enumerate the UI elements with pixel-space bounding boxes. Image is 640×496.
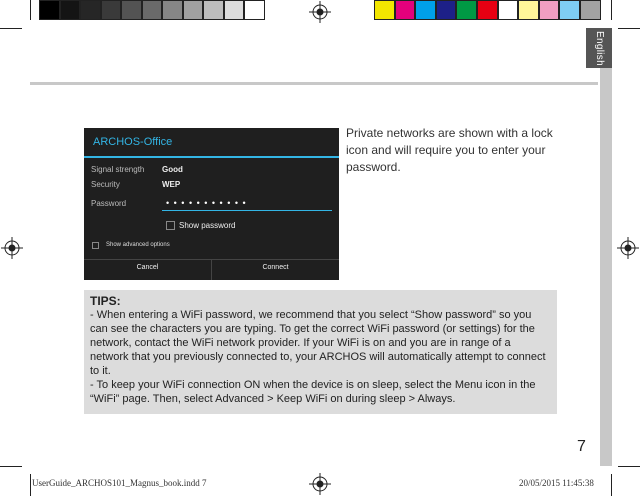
crop-mark	[618, 466, 640, 467]
calibration-swatch	[539, 0, 560, 20]
dialog-title-divider	[84, 156, 339, 158]
calibration-swatch	[395, 0, 416, 20]
language-tab	[586, 28, 612, 68]
show-advanced-checkbox[interactable]	[92, 242, 99, 249]
password-field-underline	[162, 210, 332, 211]
calibration-swatch	[39, 0, 60, 20]
crop-mark	[611, 0, 612, 20]
footer-file-name: UserGuide_ARCHOS101_Magnus_book.indd 7	[32, 478, 207, 488]
calibration-swatch	[436, 0, 457, 20]
calibration-swatch	[415, 0, 436, 20]
tip-item: - When entering a WiFi password, we recommend that you select “Show password” so you can see the characters you are typing. To get the correct WiFi password (or settings) for the network, contact the WiFi network provider. If your WiFi is on and you are in range of a network that you previously connected to, your ARCHOS will automatically attempt to connect to it.	[90, 309, 546, 377]
crop-mark	[611, 474, 612, 496]
registration-mark-icon	[309, 473, 331, 495]
calibration-swatch	[162, 0, 183, 20]
calibration-swatch	[183, 0, 204, 20]
password-field[interactable]: • • • • • • • • • • •	[166, 198, 247, 208]
crop-mark	[30, 0, 31, 20]
language-tab-label: English	[593, 30, 605, 66]
security-label: Security	[91, 180, 120, 189]
calibration-swatch	[456, 0, 477, 20]
show-advanced-label: Show advanced options	[106, 242, 170, 248]
calibration-swatch	[142, 0, 163, 20]
calibration-swatch	[203, 0, 224, 20]
wifi-password-dialog	[84, 128, 339, 280]
page-number: 7	[577, 438, 586, 455]
registration-mark-icon	[1, 237, 23, 259]
calibration-swatch	[121, 0, 142, 20]
signal-strength-value: Good	[162, 165, 183, 174]
calibration-swatch	[80, 0, 101, 20]
registration-mark-icon	[309, 1, 331, 23]
calibration-swatch	[374, 0, 395, 20]
description-text: Private networks are shown with a lock icon and will require you to enter your password.	[346, 126, 553, 174]
calibration-swatch	[559, 0, 580, 20]
connect-button[interactable]: Connect	[262, 264, 289, 271]
dialog-title: ARCHOS-Office	[93, 136, 173, 148]
crop-mark	[0, 466, 22, 467]
calibration-swatch	[244, 0, 265, 20]
signal-strength-label: Signal strength	[91, 165, 145, 174]
security-value: WEP	[162, 180, 181, 189]
calibration-swatch	[224, 0, 245, 20]
calibration-swatch	[60, 0, 81, 20]
calibration-swatch	[101, 0, 122, 20]
header-rule	[30, 82, 598, 85]
registration-mark-icon	[617, 237, 639, 259]
show-password-checkbox[interactable]	[166, 221, 175, 230]
footer-timestamp: 20/05/2015 11:45:38	[519, 478, 594, 488]
cancel-button[interactable]: Cancel	[136, 264, 159, 271]
tips-box	[84, 290, 557, 414]
crop-mark	[618, 28, 640, 29]
side-margin-bar	[600, 28, 612, 466]
tip-item: - To keep your WiFi connection ON when the device is on sleep, select the Menu icon in the “WiFi” page. Then, select Advanced > Keep WiFi on during sleep > Always.	[90, 379, 536, 405]
tips-heading: TIPS:	[90, 294, 121, 308]
crop-mark	[30, 474, 31, 496]
crop-mark	[0, 28, 22, 29]
password-label: Password	[91, 199, 127, 208]
show-password-label: Show password	[179, 221, 236, 230]
calibration-swatch	[498, 0, 519, 20]
calibration-swatch	[518, 0, 539, 20]
calibration-swatch	[580, 0, 601, 20]
calibration-swatch	[477, 0, 498, 20]
